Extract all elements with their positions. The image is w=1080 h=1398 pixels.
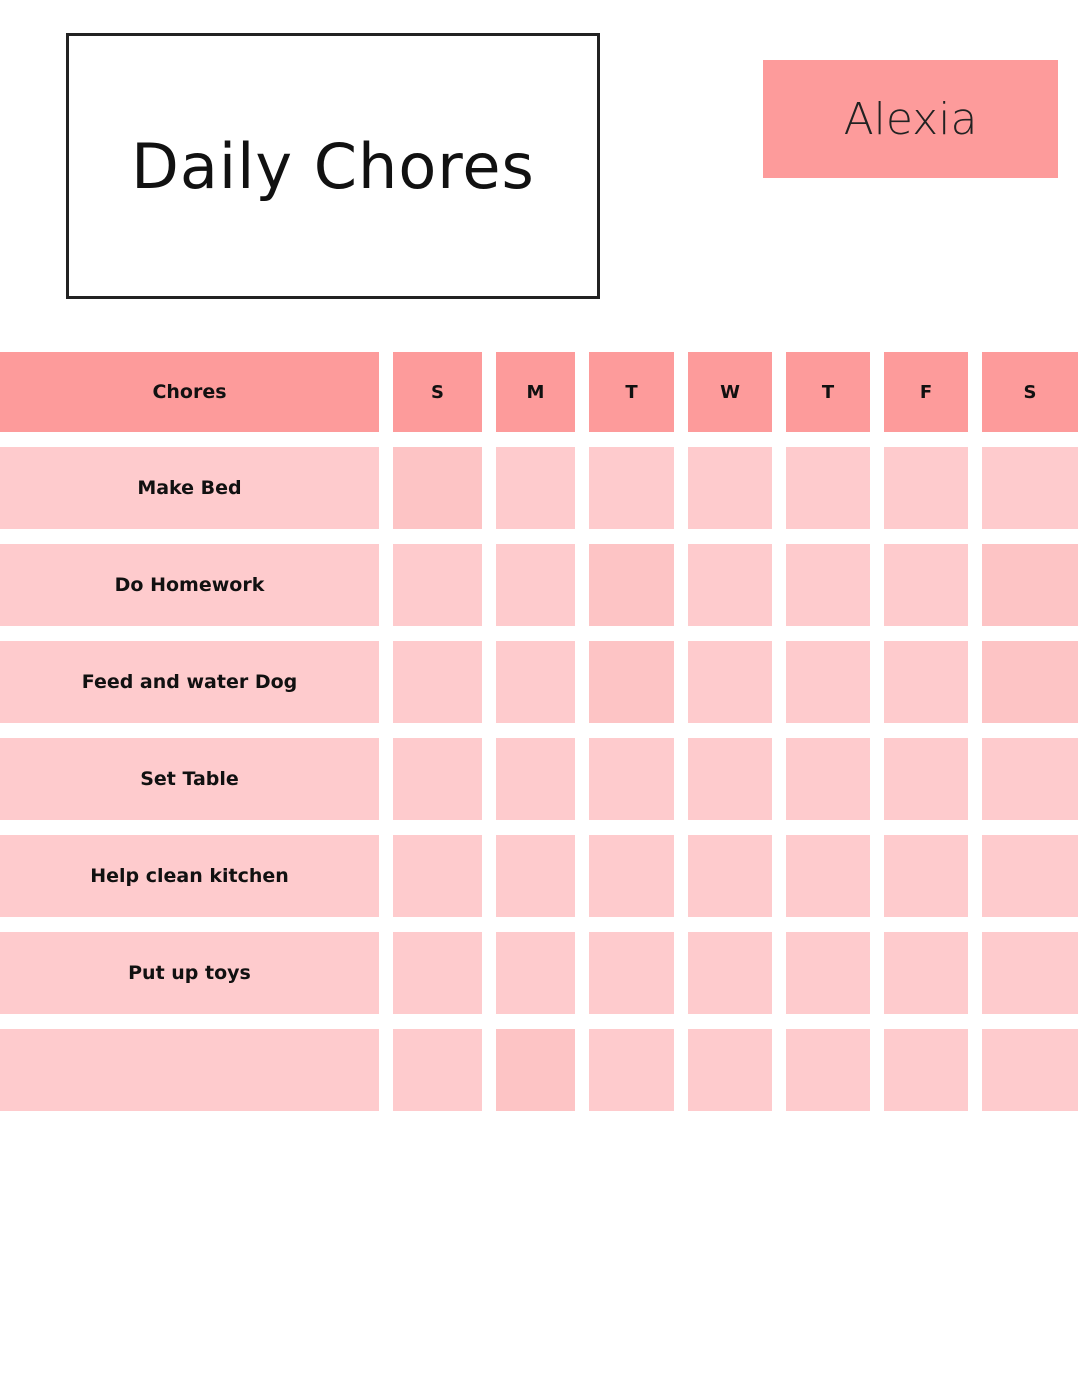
- check-box[interactable]: [589, 738, 674, 820]
- check-box[interactable]: [393, 544, 482, 626]
- chore-table: [0, 352, 1080, 1111]
- check-box[interactable]: [884, 544, 968, 626]
- check-box[interactable]: [393, 738, 482, 820]
- day-column-header: F: [884, 352, 968, 432]
- check-box[interactable]: [393, 932, 482, 1014]
- check-box[interactable]: [982, 835, 1078, 917]
- check-box[interactable]: [786, 932, 870, 1014]
- check-box[interactable]: [589, 1029, 674, 1111]
- check-box[interactable]: [393, 447, 482, 529]
- title-box: [66, 33, 600, 299]
- check-box[interactable]: [496, 932, 575, 1014]
- check-box[interactable]: [786, 641, 870, 723]
- check-box[interactable]: [786, 447, 870, 529]
- check-box[interactable]: [982, 447, 1078, 529]
- check-box[interactable]: [786, 544, 870, 626]
- check-box[interactable]: [496, 738, 575, 820]
- check-box[interactable]: [393, 1029, 482, 1111]
- check-box[interactable]: [884, 835, 968, 917]
- chore-label: Put up toys: [0, 932, 379, 1014]
- check-box[interactable]: [982, 544, 1078, 626]
- check-box[interactable]: [688, 544, 772, 626]
- day-column-header: T: [786, 352, 870, 432]
- check-box[interactable]: [589, 835, 674, 917]
- check-box[interactable]: [884, 738, 968, 820]
- chore-label: [0, 1029, 379, 1111]
- day-column-header: S: [393, 352, 482, 432]
- check-box[interactable]: [982, 932, 1078, 1014]
- check-box[interactable]: [884, 641, 968, 723]
- check-box[interactable]: [786, 835, 870, 917]
- check-box[interactable]: [393, 835, 482, 917]
- check-box[interactable]: [496, 641, 575, 723]
- check-box[interactable]: [589, 447, 674, 529]
- check-box[interactable]: [982, 1029, 1078, 1111]
- check-box[interactable]: [982, 641, 1078, 723]
- check-box[interactable]: [982, 738, 1078, 820]
- check-box[interactable]: [496, 1029, 575, 1111]
- check-box[interactable]: [884, 1029, 968, 1111]
- chore-label: Make Bed: [0, 447, 379, 529]
- check-box[interactable]: [688, 738, 772, 820]
- chore-label: Set Table: [0, 738, 379, 820]
- child-name: Alexia: [843, 93, 978, 145]
- name-badge: [763, 60, 1058, 178]
- page-title: Daily Chores: [131, 129, 535, 203]
- check-box[interactable]: [688, 835, 772, 917]
- check-box[interactable]: [589, 544, 674, 626]
- check-box[interactable]: [393, 641, 482, 723]
- check-box[interactable]: [688, 447, 772, 529]
- chores-column-header: Chores: [0, 352, 379, 432]
- day-column-header: T: [589, 352, 674, 432]
- check-box[interactable]: [884, 447, 968, 529]
- day-column-header: M: [496, 352, 575, 432]
- check-box[interactable]: [589, 932, 674, 1014]
- check-box[interactable]: [589, 641, 674, 723]
- day-column-header: W: [688, 352, 772, 432]
- check-box[interactable]: [884, 932, 968, 1014]
- day-column-header: S: [982, 352, 1078, 432]
- check-box[interactable]: [496, 544, 575, 626]
- chore-label: Feed and water Dog: [0, 641, 379, 723]
- check-box[interactable]: [496, 835, 575, 917]
- check-box[interactable]: [496, 447, 575, 529]
- chore-label: Help clean kitchen: [0, 835, 379, 917]
- check-box[interactable]: [786, 738, 870, 820]
- chore-label: Do Homework: [0, 544, 379, 626]
- check-box[interactable]: [688, 932, 772, 1014]
- check-box[interactable]: [786, 1029, 870, 1111]
- check-box[interactable]: [688, 1029, 772, 1111]
- check-box[interactable]: [688, 641, 772, 723]
